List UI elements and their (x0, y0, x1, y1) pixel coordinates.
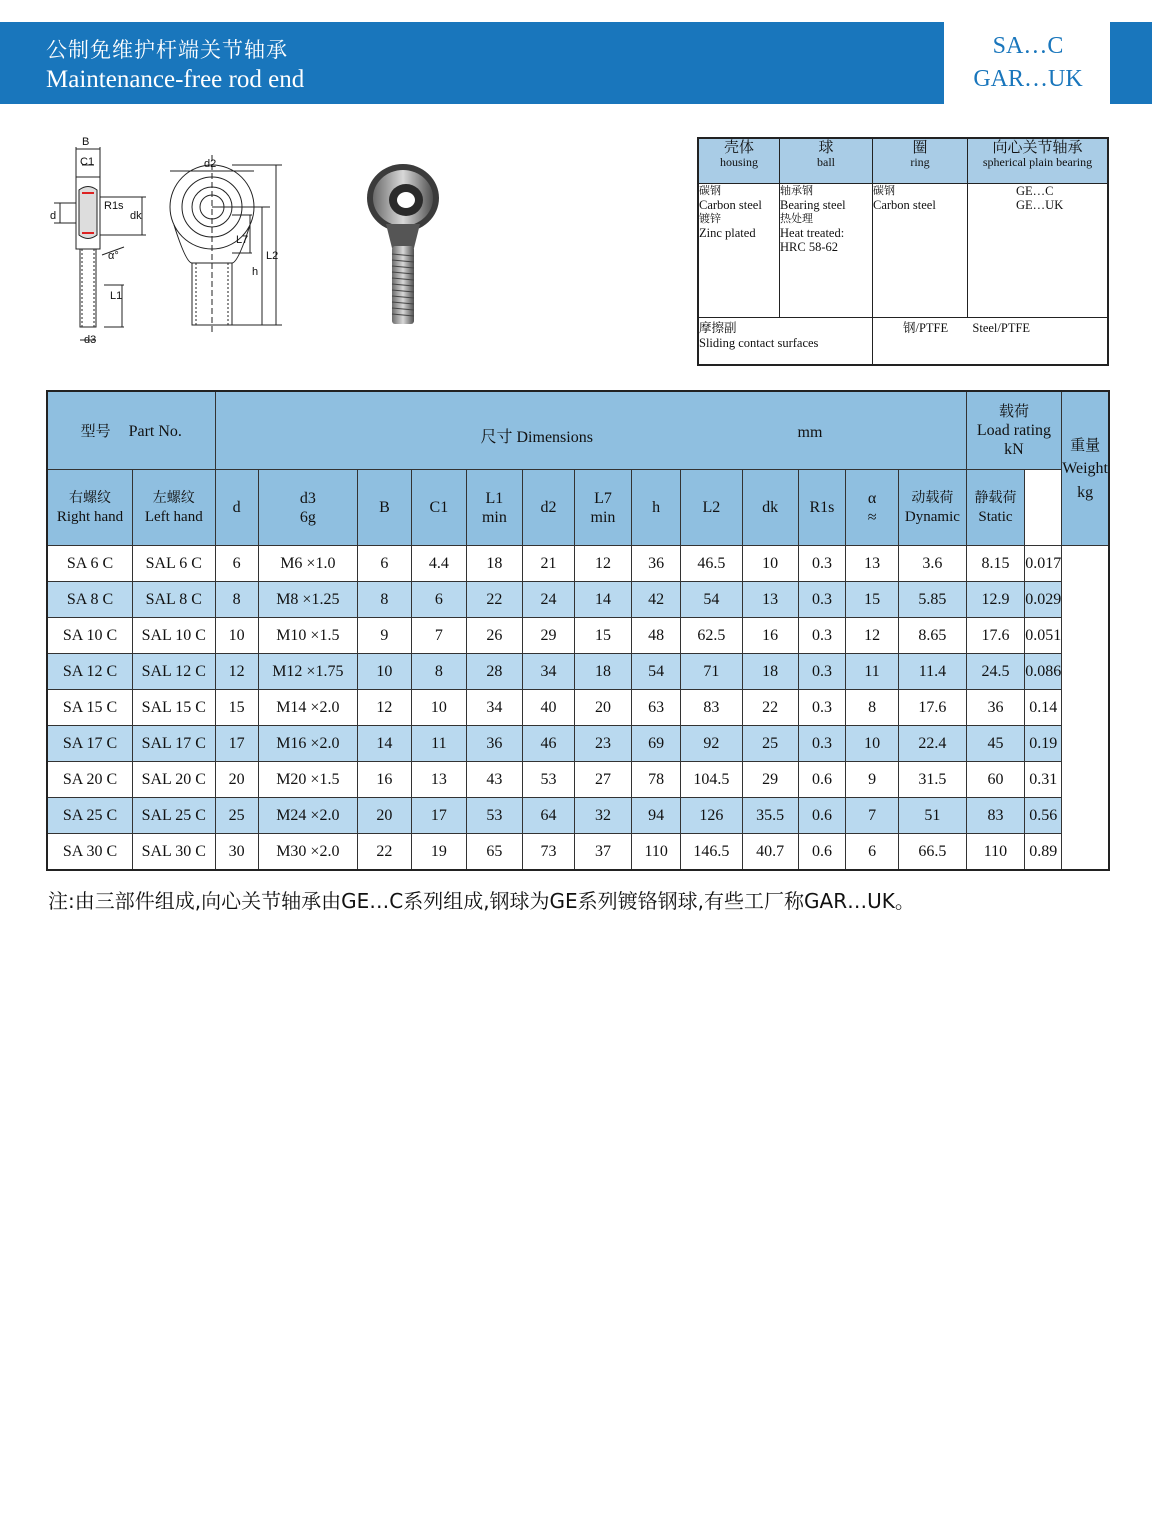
table-cell: 8 (846, 690, 899, 726)
header-weight: 重量 Weight kg (1062, 391, 1109, 546)
table-cell: 5.85 (899, 582, 967, 618)
table-cell: 28 (466, 654, 522, 690)
table-cell: M12 ×1.75 (258, 654, 357, 690)
header-band (0, 22, 944, 104)
table-cell: 31.5 (899, 762, 967, 798)
table-cell: 34 (522, 654, 574, 690)
table-cell: 43 (466, 762, 522, 798)
table-cell: 8.65 (899, 618, 967, 654)
spec-header-row-2 (47, 470, 1109, 546)
table-cell: 10 (215, 618, 258, 654)
table-cell: 14 (574, 582, 631, 618)
table-cell: 46.5 (681, 546, 742, 582)
table-cell: 65 (466, 834, 522, 871)
table-cell: 4.4 (411, 546, 466, 582)
table-cell: 26 (466, 618, 522, 654)
table-cell: 16 (742, 618, 798, 654)
table-cell: 10 (846, 726, 899, 762)
header-static: 静载荷 Static (966, 470, 1024, 546)
table-cell: 54 (681, 582, 742, 618)
table-cell: 9 (357, 618, 411, 654)
table-cell: 22.4 (899, 726, 967, 762)
table-cell: 35.5 (742, 798, 798, 834)
title-cn: 公制免维护杆端关节轴承 (46, 38, 288, 62)
table-cell: 3.6 (899, 546, 967, 582)
header-d: d (215, 470, 258, 546)
table-cell: 53 (466, 798, 522, 834)
table-cell: 13 (742, 582, 798, 618)
table-cell: 24.5 (966, 654, 1024, 690)
header-load-rating: 载荷 Load rating kN (966, 391, 1061, 470)
table-cell: 13 (411, 762, 466, 798)
table-cell: 69 (632, 726, 681, 762)
table-cell: M8 ×1.25 (258, 582, 357, 618)
materials-header-row (698, 138, 1108, 183)
header-C1: C1 (411, 470, 466, 546)
table-cell: 18 (466, 546, 522, 582)
series-code-sa: SA…C (992, 33, 1064, 59)
table-cell: 22 (742, 690, 798, 726)
materials-ball-cell: 轴承钢 Bearing steel 热处理 Heat treated: HRC 58-62 (780, 183, 873, 317)
table-cell: 17 (215, 726, 258, 762)
table-cell: 17.6 (966, 618, 1024, 654)
table-row (47, 726, 1109, 762)
materials-sliding-row (698, 318, 1108, 365)
table-cell: 20 (357, 798, 411, 834)
table-cell: 10 (357, 654, 411, 690)
table-cell: 30 (215, 834, 258, 871)
series-codes (955, 30, 1101, 96)
table-cell: SA 15 C (47, 690, 133, 726)
table-cell: 22 (466, 582, 522, 618)
label-d: d (50, 210, 57, 222)
table-cell: 0.3 (798, 654, 845, 690)
table-cell: 0.56 (1025, 798, 1062, 834)
materials-bearing-cell: GE…C GE…UK (968, 183, 1109, 317)
header-B: B (357, 470, 411, 546)
table-cell: 11 (846, 654, 899, 690)
table-cell: SAL 15 C (133, 690, 215, 726)
table-cell: M14 ×2.0 (258, 690, 357, 726)
table-cell: 29 (742, 762, 798, 798)
materials-ring-cell: 碳钢 Carbon steel (873, 183, 968, 317)
table-cell: 63 (632, 690, 681, 726)
table-cell: SAL 10 C (133, 618, 215, 654)
table-cell: 48 (632, 618, 681, 654)
table-cell: 18 (574, 654, 631, 690)
table-cell: 71 (681, 654, 742, 690)
table-cell: 0.3 (798, 582, 845, 618)
materials-sliding-label: 摩擦副 Sliding contact surfaces (698, 318, 873, 365)
table-cell: 11 (411, 726, 466, 762)
table-cell: 16 (357, 762, 411, 798)
table-cell: 36 (466, 726, 522, 762)
table-cell: 25 (215, 798, 258, 834)
materials-header-ball: 球 ball (780, 138, 873, 183)
table-cell: 46 (522, 726, 574, 762)
spec-header-row-1 (47, 391, 1109, 470)
table-cell: 27 (574, 762, 631, 798)
table-cell: 29 (522, 618, 574, 654)
table-cell: 92 (681, 726, 742, 762)
table-cell: 66.5 (899, 834, 967, 871)
materials-body-row (698, 183, 1108, 317)
table-cell: SAL 20 C (133, 762, 215, 798)
table-cell: 13 (846, 546, 899, 582)
header-L2: L2 (681, 470, 742, 546)
table-cell: 32 (574, 798, 631, 834)
label-L2: L2 (266, 250, 279, 262)
table-cell: SA 6 C (47, 546, 133, 582)
table-cell: 0.029 (1025, 582, 1062, 618)
table-cell: 11.4 (899, 654, 967, 690)
table-cell: 0.051 (1025, 618, 1062, 654)
table-cell: 83 (681, 690, 742, 726)
table-cell: 42 (632, 582, 681, 618)
table-cell: 22 (357, 834, 411, 871)
table-cell: 54 (632, 654, 681, 690)
header-h: h (632, 470, 681, 546)
header-right-hand: 右螺纹 Right hand (47, 470, 133, 546)
table-cell: 37 (574, 834, 631, 871)
materials-table (697, 137, 1109, 366)
table-cell: 7 (411, 618, 466, 654)
table-cell: 0.017 (1025, 546, 1062, 582)
table-cell: 14 (357, 726, 411, 762)
materials-header-ring: 圈 ring (873, 138, 968, 183)
specification-table (46, 390, 1110, 871)
table-cell: 0.3 (798, 546, 845, 582)
table-row (47, 798, 1109, 834)
table-cell: 17 (411, 798, 466, 834)
label-L1: L1 (110, 290, 123, 302)
table-cell: 146.5 (681, 834, 742, 871)
table-cell: 20 (215, 762, 258, 798)
table-cell: 15 (846, 582, 899, 618)
rod-end-product-photo (358, 160, 448, 330)
table-cell: M6 ×1.0 (258, 546, 357, 582)
table-cell: 8 (357, 582, 411, 618)
table-cell: SAL 30 C (133, 834, 215, 871)
header-dynamic: 动载荷 Dynamic (899, 470, 967, 546)
table-cell: 6 (411, 582, 466, 618)
table-cell: 18 (742, 654, 798, 690)
label-d2: d2 (204, 158, 217, 170)
table-cell: M16 ×2.0 (258, 726, 357, 762)
table-cell: 0.3 (798, 690, 845, 726)
table-cell: 8.15 (966, 546, 1024, 582)
table-cell: M30 ×2.0 (258, 834, 357, 871)
table-cell: 34 (466, 690, 522, 726)
table-cell: 78 (632, 762, 681, 798)
table-cell: 36 (966, 690, 1024, 726)
table-cell: SA 12 C (47, 654, 133, 690)
materials-header-housing: 壳体 housing (698, 138, 780, 183)
table-cell: 10 (742, 546, 798, 582)
header-d3: d3 6g (258, 470, 357, 546)
table-cell: M24 ×2.0 (258, 798, 357, 834)
label-R1s: R1s (104, 200, 124, 212)
table-cell: 17.6 (899, 690, 967, 726)
table-cell: 15 (574, 618, 631, 654)
table-row (47, 690, 1109, 726)
table-cell: SA 30 C (47, 834, 133, 871)
series-code-gar: GAR…UK (973, 66, 1083, 92)
label-C1: C1 (80, 156, 95, 168)
table-cell: 6 (215, 546, 258, 582)
header-L1: L1 min (466, 470, 522, 546)
table-cell: 83 (966, 798, 1024, 834)
table-cell: 12.9 (966, 582, 1024, 618)
materials-header-bearing: 向心关节轴承 spherical plain bearing (968, 138, 1109, 183)
table-row (47, 762, 1109, 798)
header-dimensions: 尺寸 Dimensions mm (215, 391, 966, 470)
header-side-bar (1110, 22, 1152, 104)
table-cell: SAL 25 C (133, 798, 215, 834)
table-cell: 23 (574, 726, 631, 762)
header-alpha: α ≈ (846, 470, 899, 546)
table-cell: 6 (846, 834, 899, 871)
spec-table-body (47, 546, 1109, 871)
table-cell: 45 (966, 726, 1024, 762)
label-L7: L7 (236, 234, 249, 246)
table-cell: M10 ×1.5 (258, 618, 357, 654)
table-cell: 6 (357, 546, 411, 582)
table-cell: 104.5 (681, 762, 742, 798)
header-R1s: R1s (798, 470, 845, 546)
table-cell: 0.6 (798, 762, 845, 798)
table-cell: 12 (357, 690, 411, 726)
header-d2: d2 (522, 470, 574, 546)
table-cell: 0.6 (798, 798, 845, 834)
table-cell: 60 (966, 762, 1024, 798)
header-dk: dk (742, 470, 798, 546)
materials-housing-cell: 碳钢 Carbon steel 镀锌 Zinc plated (698, 183, 780, 317)
table-cell: 12 (574, 546, 631, 582)
table-cell: 7 (846, 798, 899, 834)
table-cell: 51 (899, 798, 967, 834)
table-cell: 21 (522, 546, 574, 582)
table-row (47, 618, 1109, 654)
table-cell: 0.3 (798, 618, 845, 654)
table-cell: SA 10 C (47, 618, 133, 654)
rod-end-technical-drawing (46, 135, 306, 360)
table-cell: 0.19 (1025, 726, 1062, 762)
label-h: h (252, 266, 259, 278)
header-part-no: 型号 Part No. (47, 391, 215, 470)
table-cell: 8 (411, 654, 466, 690)
table-cell: 25 (742, 726, 798, 762)
table-row (47, 546, 1109, 582)
label-B: B (82, 136, 90, 148)
table-cell: 10 (411, 690, 466, 726)
table-cell: SA 20 C (47, 762, 133, 798)
table-cell: 73 (522, 834, 574, 871)
table-cell: 40 (522, 690, 574, 726)
table-cell: 12 (215, 654, 258, 690)
title-en: Maintenance-free rod end (46, 66, 305, 93)
table-cell: 53 (522, 762, 574, 798)
table-cell: 8 (215, 582, 258, 618)
table-cell: SAL 6 C (133, 546, 215, 582)
header-left-hand: 左螺纹 Left hand (133, 470, 215, 546)
label-d3: d3 (84, 334, 97, 346)
table-row (47, 654, 1109, 690)
table-cell: 62.5 (681, 618, 742, 654)
table-cell: 0.31 (1025, 762, 1062, 798)
header-L7: L7 min (574, 470, 631, 546)
table-cell: M20 ×1.5 (258, 762, 357, 798)
table-cell: 24 (522, 582, 574, 618)
table-cell: 0.14 (1025, 690, 1062, 726)
table-cell: 94 (632, 798, 681, 834)
table-cell: SA 17 C (47, 726, 133, 762)
footnote: 注:由三部件组成,向心关节轴承由GE…C系列组成,钢球为GE系列镀铬钢球,有些工厂称GAR…UK。 (48, 889, 915, 913)
table-row (47, 834, 1109, 871)
table-cell: 12 (846, 618, 899, 654)
table-cell: SAL 17 C (133, 726, 215, 762)
table-cell: 110 (632, 834, 681, 871)
table-cell: 19 (411, 834, 466, 871)
table-row (47, 582, 1109, 618)
table-cell: 0.6 (798, 834, 845, 871)
table-cell: SAL 12 C (133, 654, 215, 690)
table-cell: 126 (681, 798, 742, 834)
table-cell: 40.7 (742, 834, 798, 871)
table-cell: SA 8 C (47, 582, 133, 618)
table-cell: SAL 8 C (133, 582, 215, 618)
table-cell: SA 25 C (47, 798, 133, 834)
table-cell: 20 (574, 690, 631, 726)
materials-sliding-value: 钢/PTFE Steel/PTFE (873, 318, 1109, 365)
table-cell: 0.086 (1025, 654, 1062, 690)
table-cell: 15 (215, 690, 258, 726)
label-alpha: α° (108, 250, 119, 262)
table-cell: 9 (846, 762, 899, 798)
table-cell: 110 (966, 834, 1024, 871)
label-dk: dk (130, 210, 142, 222)
table-cell: 0.3 (798, 726, 845, 762)
table-cell: 64 (522, 798, 574, 834)
table-cell: 36 (632, 546, 681, 582)
table-cell: 0.89 (1025, 834, 1062, 871)
